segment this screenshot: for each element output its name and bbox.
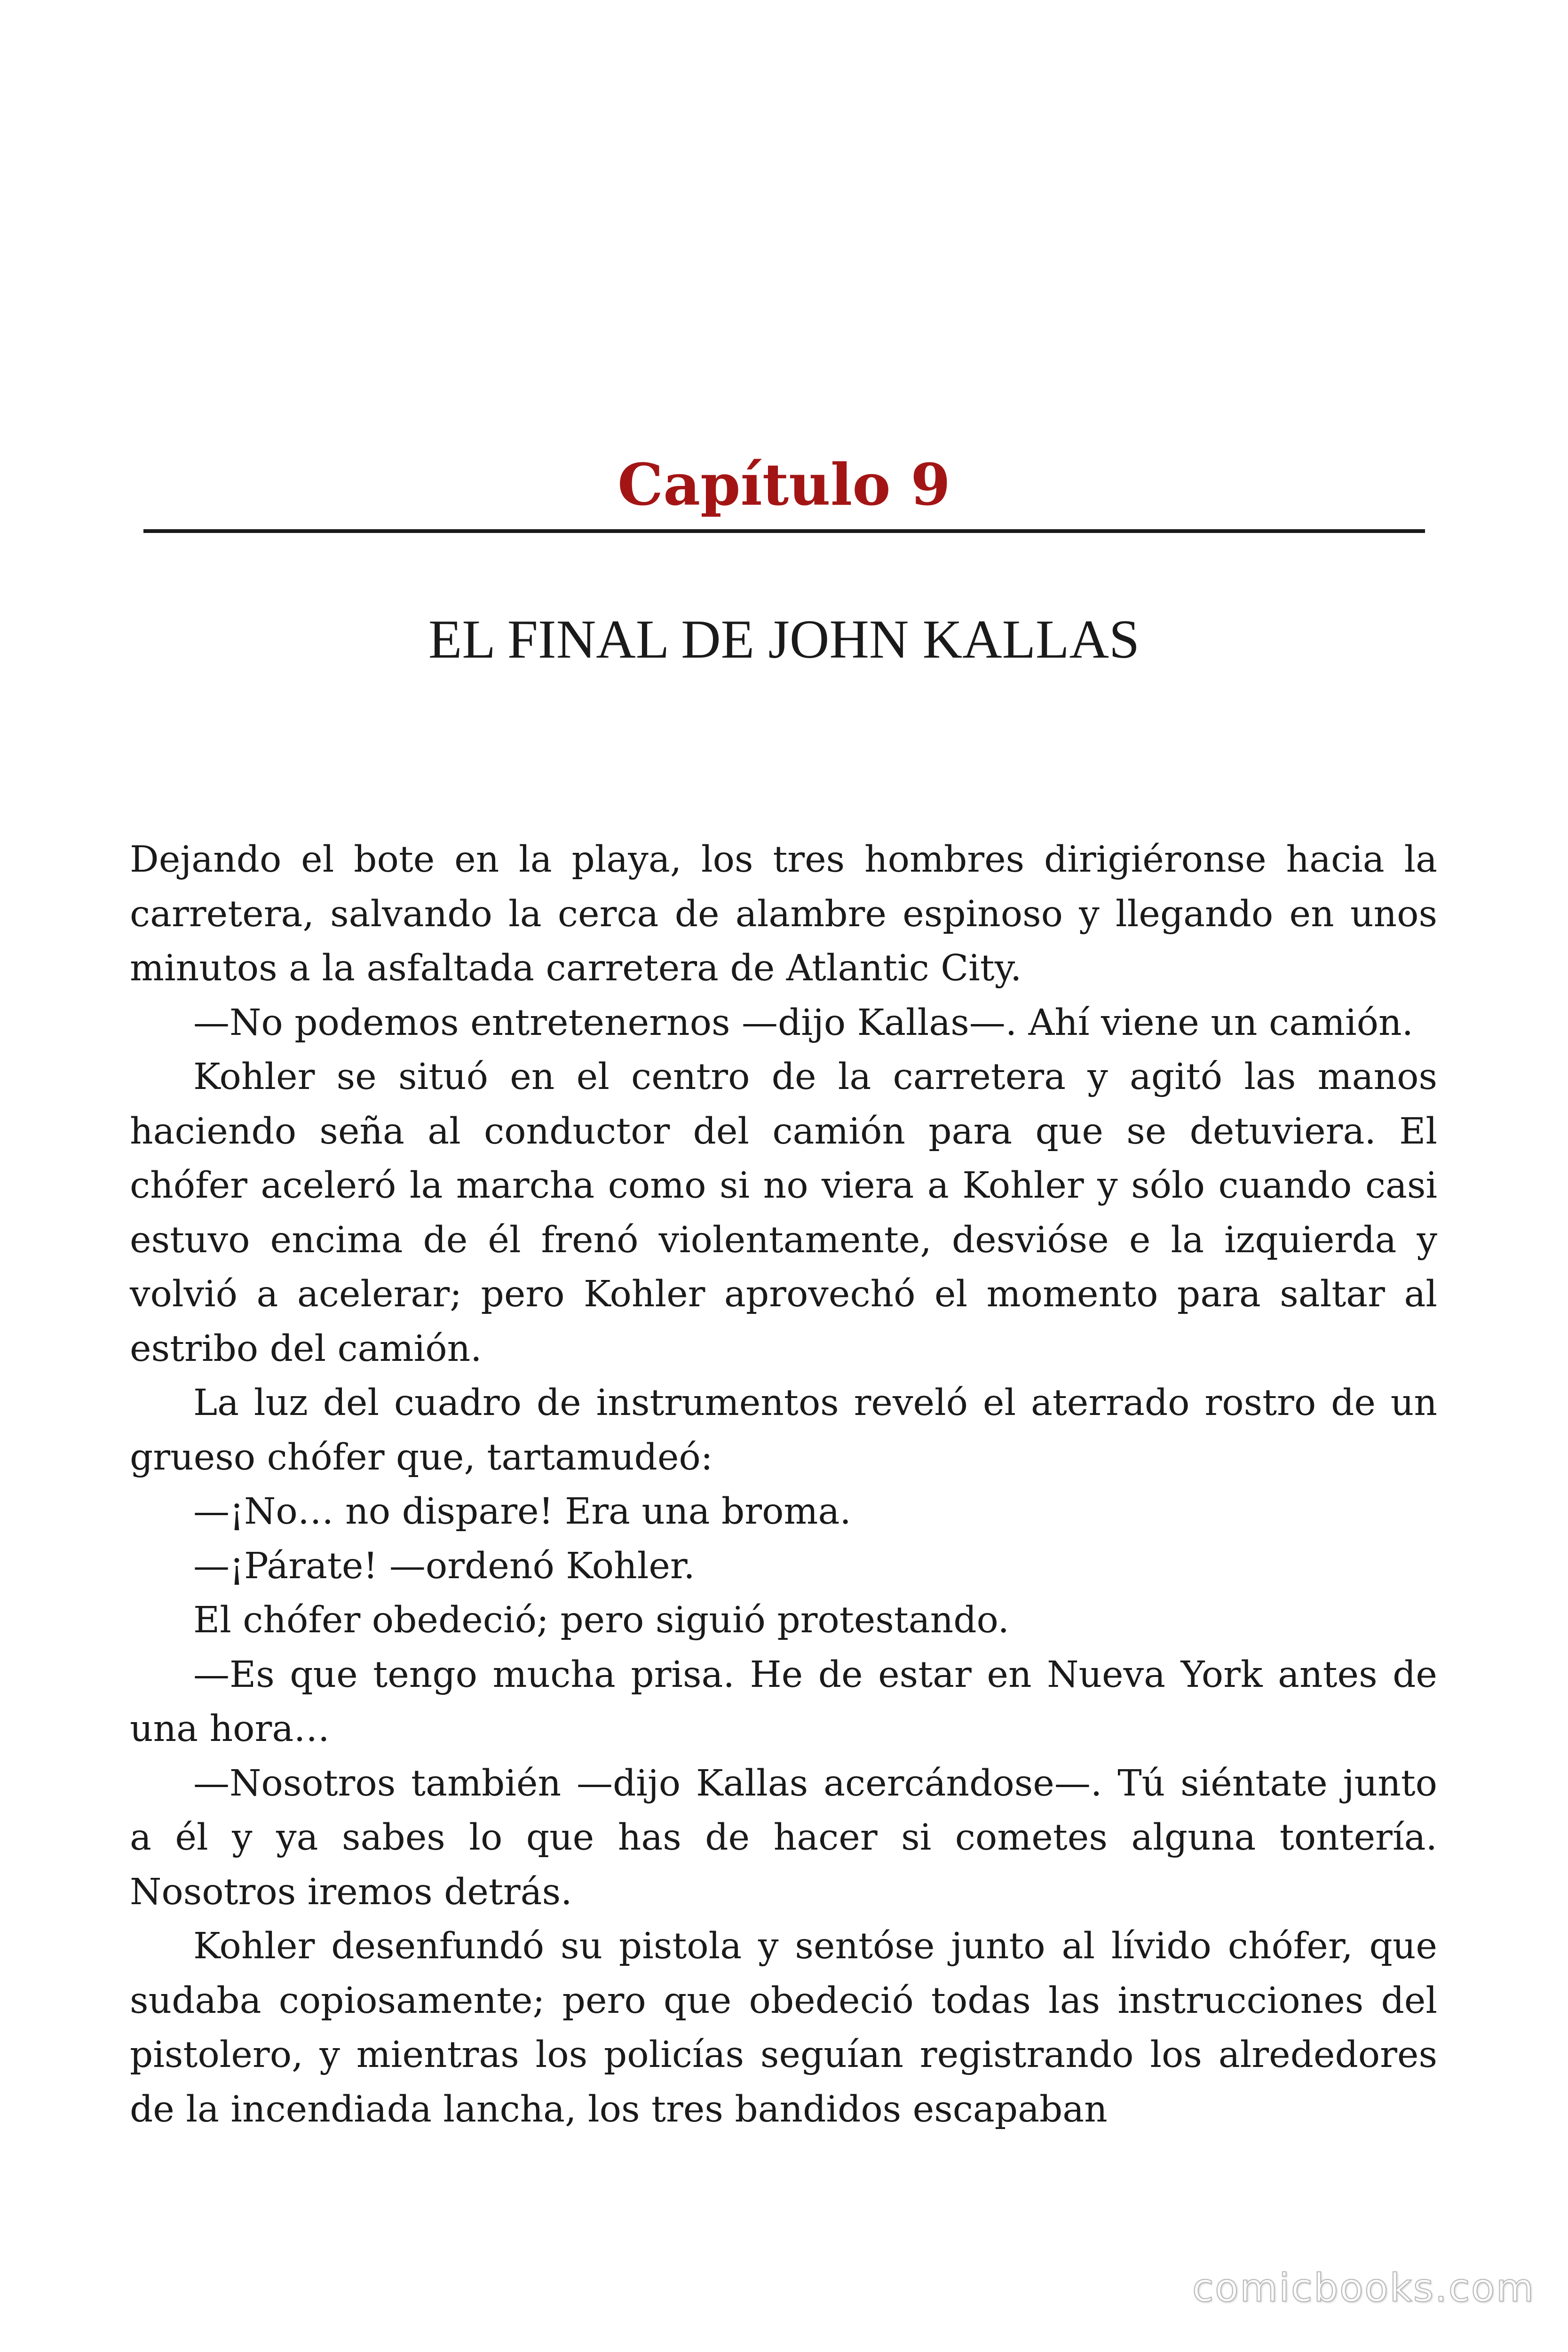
paragraph: —Es que tengo mucha prisa. He de estar en Nueva York antes de una hora… xyxy=(130,1653,1437,1750)
watermark: comicbooks.com xyxy=(1192,2266,1535,2311)
paragraph: —¡No… no dispare! Era una broma. xyxy=(193,1491,851,1533)
chapter-subtitle: EL FINAL DE JOHN KALLAS xyxy=(428,609,1140,670)
chapter-title: Capítulo 9 xyxy=(618,451,950,518)
paragraph: Kohler se situó en el centro de la carretera y agitó las manos haciendo seña al conductor del camión para que se detuviera. El chófer aceleró la marcha como si no viera a Kohler y sólo cuando casi estuvo encima de él frenó violentamente, desvióse e la izquierda y volvió a acelerar; pero Kohler aprovechó el momento para saltar al estribo del camión. xyxy=(130,1056,1437,1370)
paragraph: Kohler desenfundó su pistola y sentóse junto al lívido chófer, que sudaba copiosamente; pero que obedeció todas las instrucciones del pistolero, y mientras los policías seguían registrando los alrededores de la incendiada lancha, los tres bandidos escapaban xyxy=(130,1925,1437,2130)
chapter-divider xyxy=(143,529,1425,533)
paragraph: La luz del cuadro de instrumentos reveló el aterrado rostro de un grueso chófer que, tartamudeó: xyxy=(130,1382,1437,1478)
paragraph: Dejando el bote en la playa, los tres hombres dirigiéronse hacia la carretera, salvando la cerca de alambre espinoso y llegando en unos minutos a la asfaltada carretera de Atlantic City. xyxy=(130,839,1437,989)
paragraph: —No podemos entretenernos —dijo Kallas—. Ahí viene un camión. xyxy=(193,1001,1414,1044)
paragraph: —¡Párate! —ordenó Kohler. xyxy=(193,1545,695,1587)
paragraph: El chófer obedeció; pero siguió protestando. xyxy=(193,1599,1010,1641)
chapter-body xyxy=(130,833,1437,2137)
paragraph: —Nosotros también —dijo Kallas acercándose—. Tú siéntate junto a él y ya sabes lo que has de hacer si cometes alguna tontería. Nosotros iremos detrás. xyxy=(130,1762,1437,1913)
